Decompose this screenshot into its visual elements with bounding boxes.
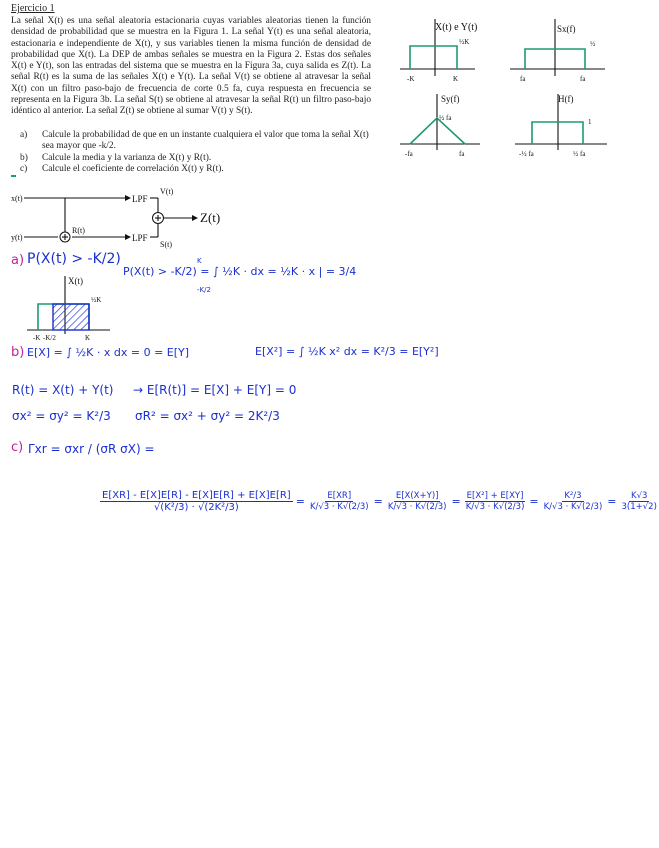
part-c-expansion xyxy=(100,490,657,513)
fraction-2-denominator: K/√3 · K√(2/3) xyxy=(309,502,369,512)
sy-peak-label: ½ fa xyxy=(439,114,452,122)
sketch-height-label: ½K xyxy=(91,296,102,304)
sx-left-label: fa xyxy=(520,75,526,83)
diagram-s-output: S(t) xyxy=(160,240,172,249)
part-b-variance-x: σx² = σy² = K²/3 xyxy=(12,409,111,423)
exercise-title: Ejercicio 1 xyxy=(11,3,55,14)
sy-figure xyxy=(400,94,480,158)
part-b-second-moment: E[X²] = ∫ ½K x² dx = K²/3 = E[Y²] xyxy=(255,345,439,358)
sx-height-label: ½ xyxy=(590,40,596,48)
system-diagram xyxy=(10,185,225,250)
diagram-lpf-top: LPF xyxy=(132,194,148,204)
part-a-lower-limit: -K/2 xyxy=(197,286,211,294)
diagram-r-label: R(t) xyxy=(72,226,85,235)
part-a-label: a) xyxy=(11,253,25,268)
sx-right-label: fa xyxy=(580,75,586,83)
task-text: Calcule el coeficiente de correlación X(t) y R(t). xyxy=(42,163,224,174)
fraction-2 xyxy=(308,491,371,512)
part-b-mean: E[X] = ∫ ½K · x dx = 0 = E[Y] xyxy=(27,346,190,359)
pdf-figure xyxy=(400,19,477,83)
text-cursor xyxy=(11,175,16,177)
fraction-1-numerator: E[XR] - E[X]E[R] - E[X]E[R] + E[X]E[R] xyxy=(102,490,291,501)
part-b-r-definition: R(t) = X(t) + Y(t) xyxy=(12,383,114,397)
h-title: H(f) xyxy=(558,94,574,104)
fraction-3-numerator: E[X(X+Y)] xyxy=(395,491,439,501)
sx-figure xyxy=(510,19,605,83)
part-a-probability: P(X(t) > -K/2) xyxy=(27,251,121,267)
fraction-5 xyxy=(542,491,605,512)
sketch-right-label: K xyxy=(85,334,91,342)
part-a-integral: P(X(t) > -K/2) = ∫ ½K · dx = ½K · x | = 3/4 xyxy=(123,265,357,278)
sketch-mid-label: -K/2 xyxy=(43,334,56,342)
part-b-variance-r: σR² = σx² + σy² = 2K²/3 xyxy=(135,409,280,423)
h-left-label: -½ fa xyxy=(519,150,534,158)
task-item xyxy=(20,164,372,175)
fraction-4-numerator: E[X²] + E[XY] xyxy=(466,491,524,501)
fraction-5-numerator: K²/3 xyxy=(564,491,582,501)
sy-left-label: -fa xyxy=(405,150,413,158)
part-a-sketch xyxy=(25,272,115,344)
sy-title: Sy(f) xyxy=(441,94,460,104)
fraction-6 xyxy=(620,491,659,512)
figures-panel xyxy=(395,14,615,164)
equals-sign: = xyxy=(607,495,617,508)
h-figure xyxy=(515,94,607,158)
h-height-label: 1 xyxy=(588,118,592,126)
equals-sign: = xyxy=(529,495,539,508)
diagram-z-output: Z(t) xyxy=(200,210,221,225)
h-right-label: ½ fa xyxy=(573,150,586,158)
sketch-left-label: -K xyxy=(33,334,41,342)
task-item xyxy=(20,153,372,164)
fraction-3-denominator: K/√3 · K√(2/3) xyxy=(387,502,447,512)
task-text: Calcule la probabilidad de que en un instante cualquiera el valor que toma la señal X(t) sea mayor que -k/2. xyxy=(42,130,369,152)
diagram-x-input: x(t) xyxy=(11,194,23,203)
part-c-coefficient: Γxr = σxr / (σR σX) = xyxy=(28,442,155,456)
task-item xyxy=(20,130,372,153)
equals-sign: = xyxy=(451,495,461,508)
pdf-right-label: K xyxy=(453,75,459,83)
diagram-y-input: y(t) xyxy=(11,233,23,242)
fraction-1 xyxy=(100,490,293,513)
sketch-title: X(t) xyxy=(68,276,83,286)
equals-sign: = xyxy=(295,495,305,508)
fraction-4-denominator: K/√3 · K√(2/3) xyxy=(465,502,525,512)
part-b-label: b) xyxy=(11,345,25,360)
sy-right-label: fa xyxy=(459,150,465,158)
task-letter: a) xyxy=(20,130,28,140)
pdf-title: X(t) e Y(t) xyxy=(435,22,478,33)
diagram-lpf-bottom: LPF xyxy=(132,233,148,243)
pdf-left-label: -K xyxy=(407,75,415,83)
sx-title: Sx(f) xyxy=(557,24,576,34)
fraction-5-denominator: K/√3 · K√(2/3) xyxy=(543,502,603,512)
fraction-3 xyxy=(386,491,449,512)
equals-sign: = xyxy=(373,495,383,508)
pdf-height-label: ½K xyxy=(459,38,470,46)
part-c-label: c) xyxy=(11,440,24,455)
task-text: Calcule la media y la varianza de X(t) y R(t). xyxy=(42,152,212,163)
part-b-r-mean: → E[R(t)] = E[X] + E[Y] = 0 xyxy=(133,383,297,397)
fraction-1-denominator: √(K²/3) · √(2K²/3) xyxy=(153,502,239,513)
task-list xyxy=(20,130,372,175)
fraction-2-numerator: E[XR] xyxy=(327,491,352,501)
problem-statement: La señal X(t) es una señal aleatoria estacionaria cuyas variables aleatorias tienen la función densidad de probabilidad que se muestra en la Figura 1. La señal Y(t) es una señal aleatoria, estacionaria e independiente de X(t), y sus variables tienen la misma función de densidad de probabilidad que X(t). La DEP de ambas señales se muestra en la Figura 2. Estas dos señales X(t) e Y(t), son las entradas del sistema que se muestra en la Figura 3a, cuya salida es Z(t). La señal R(t) es la suma de las señales X(t) e Y(t). La señal V(t) se obtiene al atravesar la señal X(t) con un filtro paso-bajo de frecuencia de corte 0.5 fa, cuya respuesta en frecuencia se representa en la Figura 3b. La señal S(t) se obtiene al atravesar la señal R(t) un filtro paso-bajo idéntico al anterior. La señal Z(t) se obtiene al sumar V(t) y S(t). xyxy=(11,16,371,117)
task-letter: b) xyxy=(20,152,28,163)
fraction-6-numerator: K√3 xyxy=(631,491,648,501)
part-a-upper-limit: K xyxy=(197,257,202,265)
fraction-6-denominator: 3(1+√2) xyxy=(621,502,657,512)
fraction-4 xyxy=(464,491,527,512)
diagram-v-output: V(t) xyxy=(160,187,174,196)
task-letter: c) xyxy=(20,163,28,174)
